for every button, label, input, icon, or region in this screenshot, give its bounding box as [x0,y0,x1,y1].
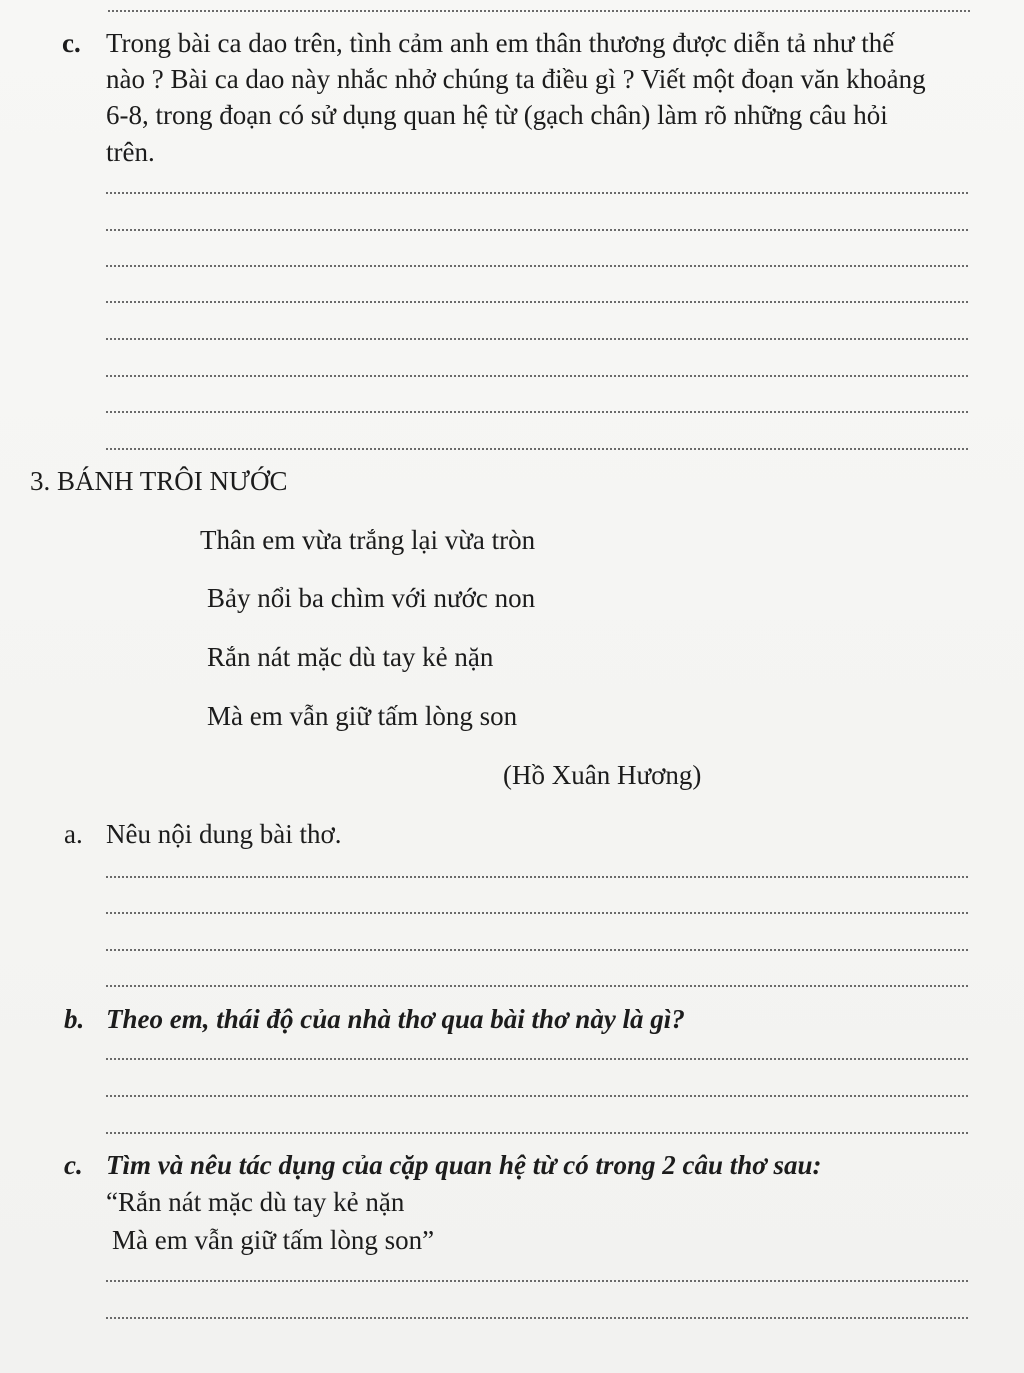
answer-line[interactable] [106,301,968,303]
answer-line[interactable] [106,1280,968,1282]
poem-line-1: Thân em vừa trắng lại vừa tròn [200,525,536,555]
answer-line[interactable] [106,1132,968,1134]
answer-line[interactable] [106,338,968,340]
quote-line-2: Mà em vẫn giữ tấm lòng son” [112,1225,435,1255]
question-a-label: a. [64,819,83,849]
answer-line[interactable] [106,985,968,987]
answer-line[interactable] [106,876,968,878]
poem-line-4: Mà em vẫn giữ tấm lòng son [207,701,518,731]
question-c-line-2: nào ? Bài ca dao này nhắc nhở chúng ta điều gì ? Viết một đoạn văn khoảng [106,64,926,94]
question-b-label: b. [64,1004,85,1034]
answer-line[interactable] [106,411,968,413]
answer-line[interactable] [106,1058,968,1060]
answer-line[interactable] [106,949,968,951]
answer-line[interactable] [106,229,968,231]
quote-line-1: “Rắn nát mặc dù tay kẻ nặn [106,1187,405,1217]
question-b-text: Theo em, thái độ của nhà thơ qua bài thơ này là gì? [106,1004,685,1034]
section-heading: 3. BÁNH TRÔI NƯỚC [30,466,288,496]
question-c2-label: c. [64,1150,83,1180]
question-c2-text: Tìm và nêu tác dụng của cặp quan hệ từ có trong 2 câu thơ sau: [106,1150,822,1180]
poem-author: (Hồ Xuân Hương) [503,760,702,790]
question-c-line-4: trên. [106,137,155,167]
poem-line-2: Bảy nổi ba chìm với nước non [207,583,536,613]
answer-line [108,10,970,12]
answer-line[interactable] [106,448,968,450]
poem-line-3: Rắn nát mặc dù tay kẻ nặn [207,642,494,672]
answer-line[interactable] [106,1317,968,1319]
question-c-label: c. [62,28,81,58]
answer-line[interactable] [106,265,968,267]
question-c-line-1: Trong bài ca dao trên, tình cảm anh em thân thương được diễn tả như thế [106,28,895,58]
answer-line[interactable] [106,192,968,194]
answer-line[interactable] [106,912,968,914]
question-c-line-3: 6-8, trong đoạn có sử dụng quan hệ từ (gạch chân) làm rõ những câu hỏi [106,100,888,130]
answer-line[interactable] [106,375,968,377]
question-a-text: Nêu nội dung bài thơ. [106,819,342,849]
answer-line[interactable] [106,1095,968,1097]
